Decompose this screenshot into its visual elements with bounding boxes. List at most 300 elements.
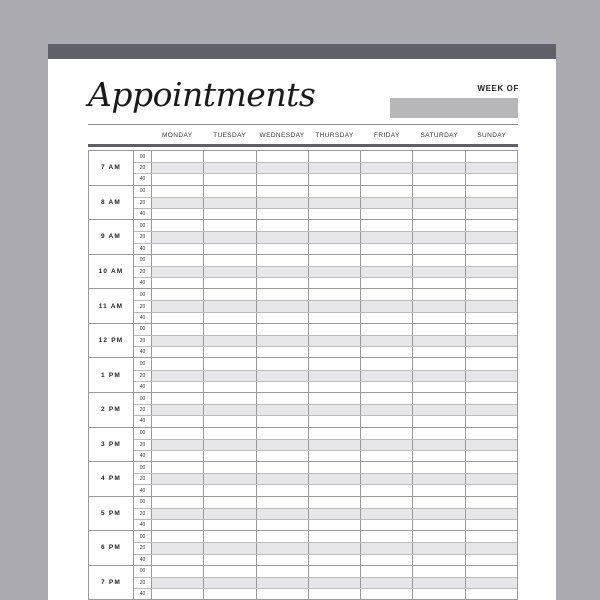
slot-cell-wednesday[interactable] bbox=[257, 555, 309, 565]
slot-cell-sunday[interactable] bbox=[466, 151, 517, 162]
slot-cell-sunday[interactable] bbox=[466, 358, 517, 369]
slot-cell-monday[interactable] bbox=[152, 220, 204, 231]
slot-cell-thursday[interactable] bbox=[309, 393, 361, 404]
slot-cell-tuesday[interactable] bbox=[204, 209, 256, 219]
slot-cell-wednesday[interactable] bbox=[257, 324, 309, 335]
slot-cell-saturday[interactable] bbox=[413, 566, 465, 577]
slot-cell-monday[interactable] bbox=[152, 393, 204, 404]
slot-cell-monday[interactable] bbox=[152, 151, 204, 162]
slot-cell-friday[interactable] bbox=[361, 220, 413, 231]
slot-cell-wednesday[interactable] bbox=[257, 531, 309, 542]
slot-cell-saturday[interactable] bbox=[413, 198, 465, 208]
slot-cell-friday[interactable] bbox=[361, 324, 413, 335]
time-slot-row bbox=[134, 462, 517, 473]
slot-cell-friday[interactable] bbox=[361, 405, 413, 415]
slot-cell-sunday[interactable] bbox=[466, 174, 517, 184]
slot-cell-tuesday[interactable] bbox=[204, 278, 256, 288]
slot-cell-tuesday[interactable] bbox=[204, 497, 256, 508]
hour-block bbox=[89, 151, 517, 186]
slot-cell-sunday[interactable] bbox=[466, 324, 517, 335]
slot-cell-tuesday[interactable] bbox=[204, 555, 256, 565]
slot-cell-wednesday[interactable] bbox=[257, 220, 309, 231]
slot-cell-tuesday[interactable] bbox=[204, 485, 256, 495]
slot-cell-monday[interactable] bbox=[152, 428, 204, 439]
slot-cell-friday[interactable] bbox=[361, 474, 413, 484]
slot-cell-saturday[interactable] bbox=[413, 301, 465, 311]
slot-cell-monday[interactable] bbox=[152, 451, 204, 461]
slot-cell-thursday[interactable] bbox=[309, 497, 361, 508]
slot-cell-friday[interactable] bbox=[361, 347, 413, 357]
slot-cell-sunday[interactable] bbox=[466, 313, 517, 323]
slot-cell-thursday[interactable] bbox=[309, 416, 361, 426]
slot-cell-saturday[interactable] bbox=[413, 267, 465, 277]
slot-cell-friday[interactable] bbox=[361, 543, 413, 553]
slot-cell-saturday[interactable] bbox=[413, 416, 465, 426]
slot-cell-tuesday[interactable] bbox=[204, 371, 256, 381]
slot-cell-tuesday[interactable] bbox=[204, 531, 256, 542]
slot-cell-monday[interactable] bbox=[152, 289, 204, 300]
slot-cell-tuesday[interactable] bbox=[204, 462, 256, 473]
slot-cell-friday[interactable] bbox=[361, 531, 413, 542]
slot-cell-wednesday[interactable] bbox=[257, 174, 309, 184]
slot-cell-saturday[interactable] bbox=[413, 393, 465, 404]
slot-cell-thursday[interactable] bbox=[309, 371, 361, 381]
slot-cell-monday[interactable] bbox=[152, 163, 204, 173]
slot-cell-sunday[interactable] bbox=[466, 209, 517, 219]
slot-cell-saturday[interactable] bbox=[413, 520, 465, 530]
slot-cell-wednesday[interactable] bbox=[257, 474, 309, 484]
time-slot-row bbox=[134, 151, 517, 162]
slot-cell-sunday[interactable] bbox=[466, 336, 517, 346]
slot-cell-monday[interactable] bbox=[152, 485, 204, 495]
minute-label: 40 bbox=[134, 278, 152, 288]
slot-cell-saturday[interactable] bbox=[413, 209, 465, 219]
slot-cell-tuesday[interactable] bbox=[204, 393, 256, 404]
slot-cell-wednesday[interactable] bbox=[257, 163, 309, 173]
slot-cell-wednesday[interactable] bbox=[257, 428, 309, 439]
slot-cell-monday[interactable] bbox=[152, 267, 204, 277]
slot-cell-wednesday[interactable] bbox=[257, 520, 309, 530]
slot-cell-thursday[interactable] bbox=[309, 267, 361, 277]
slot-cell-monday[interactable] bbox=[152, 198, 204, 208]
slot-cell-wednesday[interactable] bbox=[257, 336, 309, 346]
slot-cell-monday[interactable] bbox=[152, 555, 204, 565]
slot-cell-friday[interactable] bbox=[361, 485, 413, 495]
slot-cell-wednesday[interactable] bbox=[257, 485, 309, 495]
slot-cell-monday[interactable] bbox=[152, 474, 204, 484]
minute-label: 20 bbox=[134, 543, 152, 553]
slot-cell-sunday[interactable] bbox=[466, 371, 517, 381]
slot-cell-sunday[interactable] bbox=[466, 301, 517, 311]
slot-cell-wednesday[interactable] bbox=[257, 462, 309, 473]
slot-cell-monday[interactable] bbox=[152, 336, 204, 346]
slot-cell-tuesday[interactable] bbox=[204, 566, 256, 577]
slot-cell-saturday[interactable] bbox=[413, 589, 465, 599]
slot-cell-friday[interactable] bbox=[361, 520, 413, 530]
slot-cell-sunday[interactable] bbox=[466, 589, 517, 599]
slot-cell-tuesday[interactable] bbox=[204, 543, 256, 553]
slot-cell-tuesday[interactable] bbox=[204, 151, 256, 162]
slot-cell-saturday[interactable] bbox=[413, 324, 465, 335]
slot-cell-thursday[interactable] bbox=[309, 520, 361, 530]
slot-cell-thursday[interactable] bbox=[309, 232, 361, 242]
slot-cell-friday[interactable] bbox=[361, 371, 413, 381]
slot-cell-wednesday[interactable] bbox=[257, 589, 309, 599]
slot-cell-tuesday[interactable] bbox=[204, 440, 256, 450]
slot-cell-tuesday[interactable] bbox=[204, 428, 256, 439]
slot-cell-thursday[interactable] bbox=[309, 589, 361, 599]
slot-cell-sunday[interactable] bbox=[466, 163, 517, 173]
minute-label: 40 bbox=[134, 382, 152, 392]
slot-cell-friday[interactable] bbox=[361, 198, 413, 208]
slot-cell-saturday[interactable] bbox=[413, 313, 465, 323]
slot-cell-sunday[interactable] bbox=[466, 451, 517, 461]
slot-cell-thursday[interactable] bbox=[309, 301, 361, 311]
slot-cell-monday[interactable] bbox=[152, 209, 204, 219]
slot-cell-saturday[interactable] bbox=[413, 405, 465, 415]
slot-cell-thursday[interactable] bbox=[309, 555, 361, 565]
slot-cell-tuesday[interactable] bbox=[204, 578, 256, 588]
slot-cell-friday[interactable] bbox=[361, 313, 413, 323]
hour-block bbox=[89, 358, 517, 393]
slot-cell-tuesday[interactable] bbox=[204, 451, 256, 461]
slot-cell-monday[interactable] bbox=[152, 232, 204, 242]
slot-cell-monday[interactable] bbox=[152, 186, 204, 197]
slot-cell-thursday[interactable] bbox=[309, 578, 361, 588]
time-slot-row bbox=[134, 497, 517, 508]
minute-label: 00 bbox=[134, 531, 152, 542]
slot-cell-thursday[interactable] bbox=[309, 451, 361, 461]
slot-cell-friday[interactable] bbox=[361, 451, 413, 461]
hour-block bbox=[89, 289, 517, 324]
slot-cell-thursday[interactable] bbox=[309, 255, 361, 266]
slot-cell-tuesday[interactable] bbox=[204, 324, 256, 335]
slot-cell-saturday[interactable] bbox=[413, 555, 465, 565]
slot-cell-monday[interactable] bbox=[152, 324, 204, 335]
slot-cell-thursday[interactable] bbox=[309, 358, 361, 369]
slot-cell-monday[interactable] bbox=[152, 358, 204, 369]
slot-cell-sunday[interactable] bbox=[466, 198, 517, 208]
time-slot-row bbox=[134, 255, 517, 266]
slot-cell-sunday[interactable] bbox=[466, 347, 517, 357]
minute-label: 40 bbox=[134, 555, 152, 565]
slot-cell-saturday[interactable] bbox=[413, 358, 465, 369]
slot-cell-monday[interactable] bbox=[152, 313, 204, 323]
slot-cell-saturday[interactable] bbox=[413, 163, 465, 173]
slot-cell-monday[interactable] bbox=[152, 543, 204, 553]
slot-cell-wednesday[interactable] bbox=[257, 440, 309, 450]
slot-cell-sunday[interactable] bbox=[466, 244, 517, 254]
slot-cell-tuesday[interactable] bbox=[204, 416, 256, 426]
slot-cell-tuesday[interactable] bbox=[204, 267, 256, 277]
hour-label: 4 PM bbox=[89, 462, 134, 496]
slot-cell-saturday[interactable] bbox=[413, 151, 465, 162]
minute-label: 20 bbox=[134, 232, 152, 242]
slot-cell-monday[interactable] bbox=[152, 416, 204, 426]
slot-cell-sunday[interactable] bbox=[466, 555, 517, 565]
slot-cell-friday[interactable] bbox=[361, 289, 413, 300]
slot-cell-monday[interactable] bbox=[152, 440, 204, 450]
slot-cell-sunday[interactable] bbox=[466, 267, 517, 277]
slot-cell-friday[interactable] bbox=[361, 255, 413, 266]
slot-cell-monday[interactable] bbox=[152, 244, 204, 254]
slot-cell-wednesday[interactable] bbox=[257, 371, 309, 381]
slot-cell-wednesday[interactable] bbox=[257, 232, 309, 242]
slot-cell-thursday[interactable] bbox=[309, 428, 361, 439]
slot-cell-tuesday[interactable] bbox=[204, 589, 256, 599]
slot-cell-friday[interactable] bbox=[361, 301, 413, 311]
slot-cell-sunday[interactable] bbox=[466, 278, 517, 288]
slot-cell-saturday[interactable] bbox=[413, 255, 465, 266]
time-slot-row bbox=[134, 381, 517, 392]
slot-cell-friday[interactable] bbox=[361, 151, 413, 162]
slot-cell-sunday[interactable] bbox=[466, 474, 517, 484]
slot-cell-tuesday[interactable] bbox=[204, 509, 256, 519]
slot-cell-saturday[interactable] bbox=[413, 543, 465, 553]
slot-cell-tuesday[interactable] bbox=[204, 186, 256, 197]
slot-cell-thursday[interactable] bbox=[309, 289, 361, 300]
slot-cell-saturday[interactable] bbox=[413, 289, 465, 300]
slot-cell-thursday[interactable] bbox=[309, 474, 361, 484]
slot-cell-tuesday[interactable] bbox=[204, 336, 256, 346]
slot-cell-friday[interactable] bbox=[361, 440, 413, 450]
slot-cell-saturday[interactable] bbox=[413, 497, 465, 508]
slot-cell-tuesday[interactable] bbox=[204, 232, 256, 242]
slot-cell-thursday[interactable] bbox=[309, 462, 361, 473]
slot-cell-thursday[interactable] bbox=[309, 347, 361, 357]
slot-cell-friday[interactable] bbox=[361, 416, 413, 426]
hour-label: 3 PM bbox=[89, 428, 134, 462]
slot-cell-friday[interactable] bbox=[361, 278, 413, 288]
slot-cell-friday[interactable] bbox=[361, 497, 413, 508]
slot-cell-tuesday[interactable] bbox=[204, 255, 256, 266]
slot-cell-saturday[interactable] bbox=[413, 382, 465, 392]
slot-cell-friday[interactable] bbox=[361, 555, 413, 565]
slot-cell-saturday[interactable] bbox=[413, 531, 465, 542]
slot-cell-wednesday[interactable] bbox=[257, 405, 309, 415]
slot-cell-sunday[interactable] bbox=[466, 509, 517, 519]
slot-cell-sunday[interactable] bbox=[466, 485, 517, 495]
schedule-grid bbox=[88, 150, 518, 600]
slot-cell-saturday[interactable] bbox=[413, 509, 465, 519]
slot-cell-sunday[interactable] bbox=[466, 440, 517, 450]
slot-cell-monday[interactable] bbox=[152, 405, 204, 415]
time-slot-row bbox=[134, 300, 517, 311]
minute-label: 20 bbox=[134, 198, 152, 208]
slot-cell-saturday[interactable] bbox=[413, 474, 465, 484]
slot-cell-monday[interactable] bbox=[152, 578, 204, 588]
slot-cell-tuesday[interactable] bbox=[204, 474, 256, 484]
slot-cell-monday[interactable] bbox=[152, 174, 204, 184]
slot-cell-friday[interactable] bbox=[361, 382, 413, 392]
slot-cell-monday[interactable] bbox=[152, 382, 204, 392]
slot-cell-wednesday[interactable] bbox=[257, 509, 309, 519]
day-header-thursday: THURSDAY bbox=[315, 132, 354, 139]
slot-cell-friday[interactable] bbox=[361, 174, 413, 184]
slot-cell-thursday[interactable] bbox=[309, 405, 361, 415]
slot-cell-monday[interactable] bbox=[152, 371, 204, 381]
slot-cell-thursday[interactable] bbox=[309, 244, 361, 254]
slot-cell-wednesday[interactable] bbox=[257, 347, 309, 357]
slot-cell-thursday[interactable] bbox=[309, 313, 361, 323]
slot-cell-sunday[interactable] bbox=[466, 543, 517, 553]
slot-cell-tuesday[interactable] bbox=[204, 244, 256, 254]
slot-cell-thursday[interactable] bbox=[309, 440, 361, 450]
time-slot-row bbox=[134, 588, 517, 599]
slot-cell-wednesday[interactable] bbox=[257, 255, 309, 266]
slot-cell-thursday[interactable] bbox=[309, 174, 361, 184]
slot-cell-wednesday[interactable] bbox=[257, 198, 309, 208]
slot-cell-monday[interactable] bbox=[152, 520, 204, 530]
slot-cell-thursday[interactable] bbox=[309, 531, 361, 542]
slot-cell-tuesday[interactable] bbox=[204, 405, 256, 415]
slot-cell-sunday[interactable] bbox=[466, 289, 517, 300]
slot-cell-tuesday[interactable] bbox=[204, 289, 256, 300]
slot-cell-thursday[interactable] bbox=[309, 186, 361, 197]
slot-cell-thursday[interactable] bbox=[309, 209, 361, 219]
slot-cell-thursday[interactable] bbox=[309, 566, 361, 577]
slot-cell-friday[interactable] bbox=[361, 267, 413, 277]
slot-cell-monday[interactable] bbox=[152, 497, 204, 508]
slot-cell-wednesday[interactable] bbox=[257, 566, 309, 577]
slot-cell-wednesday[interactable] bbox=[257, 358, 309, 369]
slot-cell-monday[interactable] bbox=[152, 301, 204, 311]
slot-cell-monday[interactable] bbox=[152, 255, 204, 266]
slot-cell-monday[interactable] bbox=[152, 347, 204, 357]
week-of-label: WEEK OF bbox=[477, 84, 519, 93]
minute-label: 20 bbox=[134, 163, 152, 173]
slot-cell-monday[interactable] bbox=[152, 462, 204, 473]
slot-cell-monday[interactable] bbox=[152, 566, 204, 577]
slot-cell-tuesday[interactable] bbox=[204, 382, 256, 392]
slot-cell-thursday[interactable] bbox=[309, 485, 361, 495]
slot-cell-sunday[interactable] bbox=[466, 405, 517, 415]
slot-cell-saturday[interactable] bbox=[413, 428, 465, 439]
slot-cell-thursday[interactable] bbox=[309, 151, 361, 162]
slot-cell-wednesday[interactable] bbox=[257, 289, 309, 300]
slot-cell-friday[interactable] bbox=[361, 393, 413, 404]
slot-cell-monday[interactable] bbox=[152, 589, 204, 599]
slot-cell-friday[interactable] bbox=[361, 578, 413, 588]
slot-cell-saturday[interactable] bbox=[413, 347, 465, 357]
slot-cell-tuesday[interactable] bbox=[204, 358, 256, 369]
slot-cell-friday[interactable] bbox=[361, 358, 413, 369]
slot-cell-tuesday[interactable] bbox=[204, 347, 256, 357]
slot-cell-sunday[interactable] bbox=[466, 428, 517, 439]
slot-cell-sunday[interactable] bbox=[466, 255, 517, 266]
slot-cell-saturday[interactable] bbox=[413, 451, 465, 461]
slot-cell-thursday[interactable] bbox=[309, 278, 361, 288]
slot-cell-wednesday[interactable] bbox=[257, 278, 309, 288]
slot-cell-wednesday[interactable] bbox=[257, 416, 309, 426]
week-of-input[interactable] bbox=[390, 98, 518, 118]
slot-cell-monday[interactable] bbox=[152, 509, 204, 519]
slot-cell-friday[interactable] bbox=[361, 336, 413, 346]
slot-cell-sunday[interactable] bbox=[466, 186, 517, 197]
slot-cell-wednesday[interactable] bbox=[257, 382, 309, 392]
slot-cell-wednesday[interactable] bbox=[257, 267, 309, 277]
time-slot-row bbox=[134, 335, 517, 346]
slot-cell-thursday[interactable] bbox=[309, 220, 361, 231]
slot-cell-friday[interactable] bbox=[361, 566, 413, 577]
slot-cell-saturday[interactable] bbox=[413, 578, 465, 588]
slot-cell-saturday[interactable] bbox=[413, 278, 465, 288]
slot-cell-monday[interactable] bbox=[152, 278, 204, 288]
slot-cell-friday[interactable] bbox=[361, 232, 413, 242]
slot-cell-sunday[interactable] bbox=[466, 393, 517, 404]
slot-cell-saturday[interactable] bbox=[413, 336, 465, 346]
slot-cell-tuesday[interactable] bbox=[204, 313, 256, 323]
slot-cell-tuesday[interactable] bbox=[204, 163, 256, 173]
slot-cell-tuesday[interactable] bbox=[204, 220, 256, 231]
slot-cell-saturday[interactable] bbox=[413, 232, 465, 242]
slot-cell-sunday[interactable] bbox=[466, 531, 517, 542]
slot-cell-wednesday[interactable] bbox=[257, 186, 309, 197]
slot-cell-saturday[interactable] bbox=[413, 371, 465, 381]
slot-cell-tuesday[interactable] bbox=[204, 174, 256, 184]
slot-cell-tuesday[interactable] bbox=[204, 301, 256, 311]
slot-cell-wednesday[interactable] bbox=[257, 543, 309, 553]
minute-label: 20 bbox=[134, 267, 152, 277]
slot-cell-saturday[interactable] bbox=[413, 244, 465, 254]
slot-cell-sunday[interactable] bbox=[466, 220, 517, 231]
slot-cell-thursday[interactable] bbox=[309, 324, 361, 335]
slot-cell-saturday[interactable] bbox=[413, 174, 465, 184]
slot-cell-thursday[interactable] bbox=[309, 509, 361, 519]
slot-cell-wednesday[interactable] bbox=[257, 301, 309, 311]
slot-cell-friday[interactable] bbox=[361, 462, 413, 473]
slot-cell-tuesday[interactable] bbox=[204, 198, 256, 208]
slot-cell-saturday[interactable] bbox=[413, 485, 465, 495]
slot-cell-sunday[interactable] bbox=[466, 232, 517, 242]
slot-cell-sunday[interactable] bbox=[466, 497, 517, 508]
slot-cell-thursday[interactable] bbox=[309, 198, 361, 208]
slot-cell-friday[interactable] bbox=[361, 428, 413, 439]
slot-cell-saturday[interactable] bbox=[413, 186, 465, 197]
slot-cell-sunday[interactable] bbox=[466, 578, 517, 588]
slot-cell-friday[interactable] bbox=[361, 209, 413, 219]
slot-cell-thursday[interactable] bbox=[309, 336, 361, 346]
slot-cell-friday[interactable] bbox=[361, 163, 413, 173]
slot-cell-wednesday[interactable] bbox=[257, 244, 309, 254]
slot-cell-sunday[interactable] bbox=[466, 566, 517, 577]
slot-cell-wednesday[interactable] bbox=[257, 578, 309, 588]
slot-cell-tuesday[interactable] bbox=[204, 520, 256, 530]
slot-cell-wednesday[interactable] bbox=[257, 393, 309, 404]
slot-cell-thursday[interactable] bbox=[309, 543, 361, 553]
slot-cell-saturday[interactable] bbox=[413, 462, 465, 473]
slot-cell-wednesday[interactable] bbox=[257, 451, 309, 461]
slot-cell-sunday[interactable] bbox=[466, 416, 517, 426]
slot-cell-friday[interactable] bbox=[361, 509, 413, 519]
slot-cell-friday[interactable] bbox=[361, 244, 413, 254]
slot-cell-saturday[interactable] bbox=[413, 440, 465, 450]
slot-cell-saturday[interactable] bbox=[413, 220, 465, 231]
slot-cell-sunday[interactable] bbox=[466, 520, 517, 530]
slot-cell-sunday[interactable] bbox=[466, 462, 517, 473]
slot-cell-wednesday[interactable] bbox=[257, 209, 309, 219]
slot-cell-monday[interactable] bbox=[152, 531, 204, 542]
day-header-saturday: SATURDAY bbox=[420, 132, 459, 139]
slot-cell-wednesday[interactable] bbox=[257, 151, 309, 162]
slot-cell-wednesday[interactable] bbox=[257, 497, 309, 508]
slot-cell-friday[interactable] bbox=[361, 186, 413, 197]
slot-cell-sunday[interactable] bbox=[466, 382, 517, 392]
slot-cell-friday[interactable] bbox=[361, 589, 413, 599]
slot-cell-thursday[interactable] bbox=[309, 163, 361, 173]
slot-cell-wednesday[interactable] bbox=[257, 313, 309, 323]
slot-cell-thursday[interactable] bbox=[309, 382, 361, 392]
